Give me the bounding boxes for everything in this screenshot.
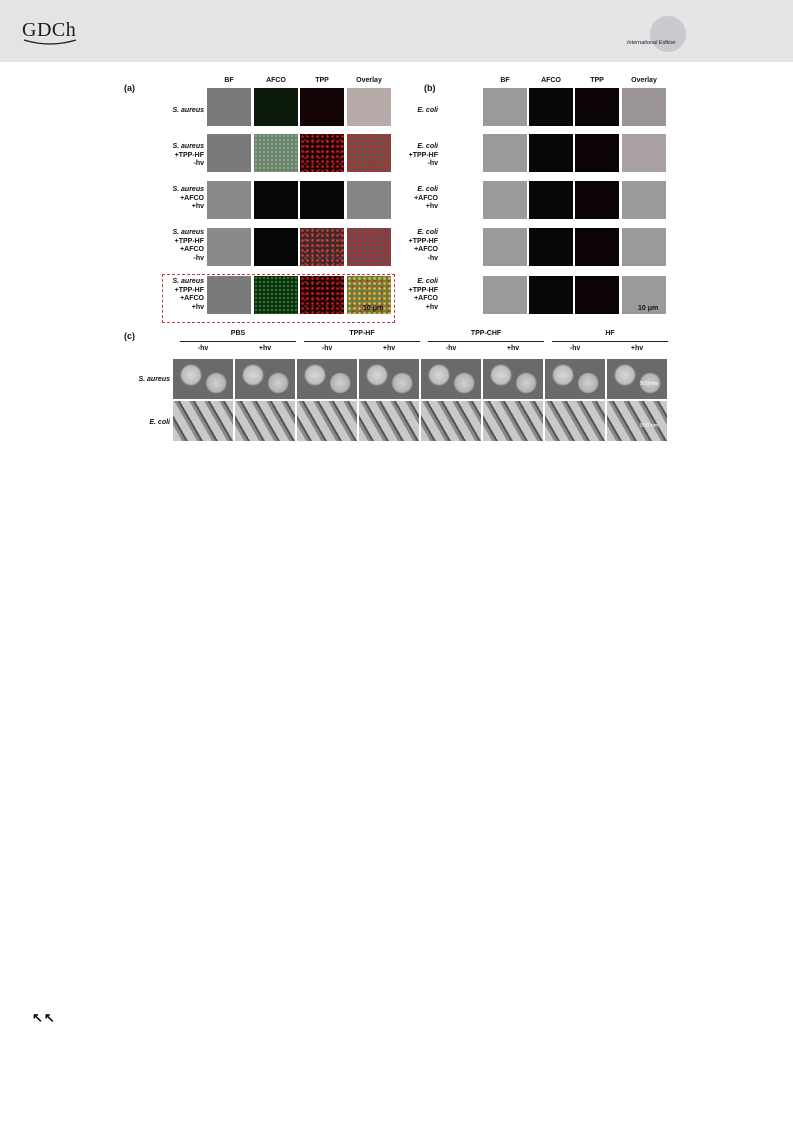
figure <box>118 75 673 447</box>
edition-text: International Edition <box>627 40 676 46</box>
panel-a-row-label <box>132 107 204 116</box>
species-name: E. coli <box>417 107 438 114</box>
panel-a-row-label <box>132 186 204 212</box>
species-name: S. aureus <box>172 229 204 236</box>
micrograph-tile <box>254 228 298 266</box>
sem-tile <box>545 401 605 441</box>
treatment-line: +AFCO <box>414 246 438 253</box>
micrograph-tile <box>300 181 344 219</box>
sem-scale-label: 500 nm <box>640 381 659 387</box>
sem-tile <box>607 359 667 399</box>
scale-bar-label: 10 μm <box>638 305 659 312</box>
sem-row-label: E. coli <box>149 419 170 426</box>
micrograph-tile <box>483 228 527 266</box>
panel-b-col-overlay: Overlay <box>631 77 657 84</box>
sem-row-label: S. aureus <box>138 376 170 383</box>
micrograph-tile <box>483 134 527 172</box>
logo-text: GDCh <box>22 19 77 41</box>
species-name: E. coli <box>417 143 438 150</box>
sem-tile <box>483 401 543 441</box>
micrograph-tile <box>207 88 251 126</box>
micrograph-tile <box>529 88 573 126</box>
condition-label: -hv <box>197 345 209 352</box>
panel-a-row-label <box>132 143 204 169</box>
micrograph-tile <box>622 181 666 219</box>
treatment-line: +AFCO <box>180 246 204 253</box>
panel-b-col-tpp: TPP <box>590 77 604 84</box>
panel-b-label: (b) <box>424 83 436 93</box>
scale-bar-label: 10 μm <box>363 305 384 312</box>
treatment-line: +TPP-HF <box>174 286 204 294</box>
panel-a-label: (a) <box>124 83 135 93</box>
micrograph-tile <box>529 181 573 219</box>
micrograph-tile <box>622 228 666 266</box>
micrograph-tile <box>529 276 573 314</box>
micrograph-tile <box>575 276 619 314</box>
micrograph-tile <box>207 228 251 266</box>
treatment-line: +hv <box>191 203 204 210</box>
treatment-line: -hv <box>427 160 438 167</box>
treatment-line: +hv <box>191 303 204 311</box>
micrograph-tile <box>483 181 527 219</box>
panel-a-col-overlay: Overlay <box>356 77 382 84</box>
treatment-line: +hv <box>425 303 438 311</box>
back-to-top-icon[interactable]: ↖↖ <box>32 1010 56 1025</box>
edition-badge-circle <box>650 16 686 52</box>
group-underline <box>552 341 668 342</box>
micrograph-tile <box>622 88 666 126</box>
micrograph-tile <box>300 228 344 266</box>
treatment-line: +hv <box>425 203 438 210</box>
species-name: S. aureus <box>172 107 204 114</box>
group-underline <box>304 341 420 342</box>
panel-b-col-bf: BF <box>500 77 510 84</box>
micrograph-tile <box>575 134 619 172</box>
micrograph-tile <box>575 181 619 219</box>
species-name: E. coli <box>417 278 438 285</box>
panel-a-col-bf: BF <box>224 77 234 84</box>
panel-a-col-tpp: TPP <box>315 77 329 84</box>
sem-tile <box>235 359 295 399</box>
treatment-line: +AFCO <box>414 194 438 202</box>
treatment-line: +TPP-HF <box>174 237 204 245</box>
treatment-line: +AFCO <box>180 295 204 302</box>
group-underline <box>428 341 544 342</box>
condition-label: -hv <box>321 345 333 352</box>
panel-b-row-label <box>366 229 438 263</box>
sem-tile <box>297 401 357 441</box>
micrograph-tile <box>529 228 573 266</box>
journal-header <box>0 0 793 62</box>
condition-label: +hv <box>382 345 396 352</box>
treatment-line: +TPP-HF <box>174 151 204 159</box>
condition-label: -hv <box>569 345 581 352</box>
condition-label: +hv <box>258 345 272 352</box>
treatment-line: -hv <box>427 254 438 262</box>
panel-b-row-label <box>366 143 438 169</box>
sem-tile <box>173 401 233 441</box>
condition-label: -hv <box>445 345 457 352</box>
sem-tile <box>359 401 419 441</box>
species-name: S. aureus <box>172 186 204 193</box>
species-name: S. aureus <box>172 278 204 285</box>
sem-tile <box>235 401 295 441</box>
micrograph-tile <box>483 88 527 126</box>
panel-b-row-label <box>366 278 438 312</box>
treatment-line: -hv <box>193 254 204 262</box>
micrograph-tile <box>575 88 619 126</box>
treatment-line: +TPP-HF <box>408 286 438 294</box>
sem-tile <box>421 359 481 399</box>
panel-b-row-label <box>366 186 438 212</box>
panel-b-row-label <box>366 107 438 116</box>
micrograph-tile <box>207 134 251 172</box>
micrograph-tile <box>254 88 298 126</box>
sem-tile <box>607 401 667 441</box>
sem-scale-label: 500 nm <box>640 423 659 429</box>
micrograph-tile <box>254 134 298 172</box>
sem-tile <box>297 359 357 399</box>
micrograph-tile <box>300 88 344 126</box>
micrograph-tile <box>483 276 527 314</box>
logo-arc-icon <box>22 38 78 46</box>
treatment-line: +TPP-HF <box>408 151 438 159</box>
micrograph-tile <box>207 181 251 219</box>
micrograph-tile <box>254 181 298 219</box>
panel-a-col-afco: AFCO <box>266 77 286 84</box>
panel-c-label: (c) <box>124 331 135 341</box>
species-name: E. coli <box>417 186 438 193</box>
treatment-line: +AFCO <box>180 194 204 202</box>
treatment-line: -hv <box>193 160 204 167</box>
condition-label: +hv <box>506 345 520 352</box>
treatment-line: +TPP-HF <box>408 237 438 245</box>
micrograph-tile <box>622 134 666 172</box>
sem-tile <box>173 359 233 399</box>
panel-b-col-afco: AFCO <box>541 77 561 84</box>
group-label: TPP-HF <box>349 330 375 337</box>
group-underline <box>180 341 296 342</box>
micrograph-tile <box>529 134 573 172</box>
sem-tile <box>421 401 481 441</box>
panel-a-row-label <box>132 229 204 263</box>
species-name: E. coli <box>417 229 438 236</box>
group-label: PBS <box>230 330 246 337</box>
sem-tile <box>483 359 543 399</box>
group-label: TPP-CHF <box>470 330 502 337</box>
sem-tile <box>545 359 605 399</box>
species-name: S. aureus <box>172 143 204 150</box>
group-label: HF <box>605 330 615 337</box>
sem-tile <box>359 359 419 399</box>
gdch-logo <box>22 20 76 40</box>
treatment-line: +AFCO <box>414 295 438 302</box>
micrograph-tile <box>575 228 619 266</box>
highlight-box <box>162 274 395 323</box>
micrograph-tile <box>300 134 344 172</box>
condition-label: +hv <box>630 345 644 352</box>
